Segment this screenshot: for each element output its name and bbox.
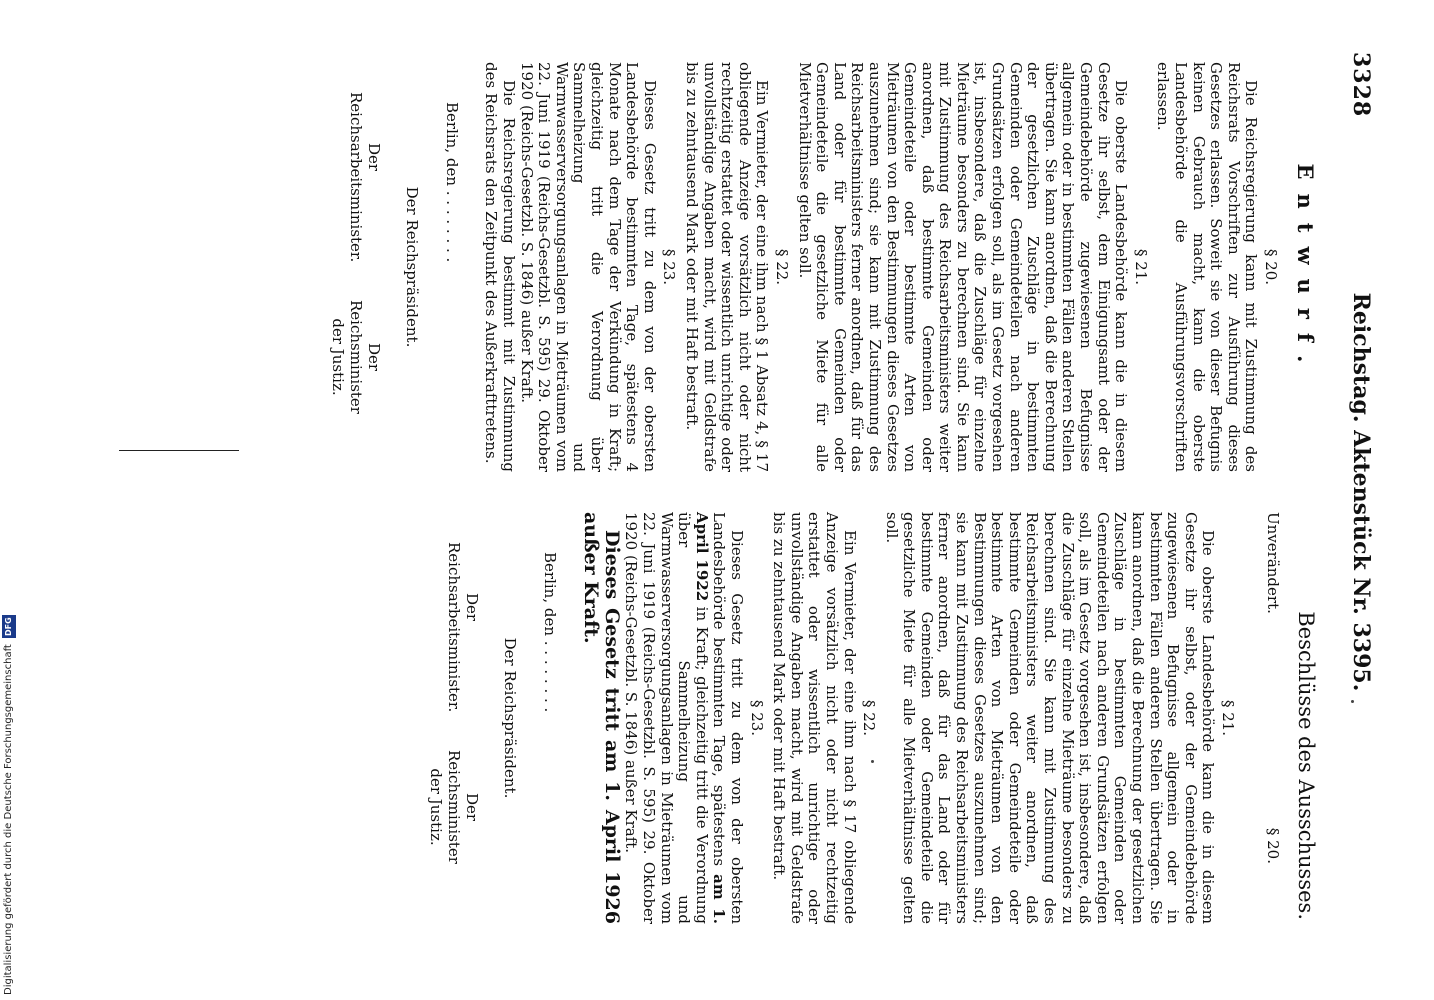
section-title: § 22.	[860, 699, 879, 737]
section-text: Die oberste Landesbehörde kann die in diesem Gesetze ihr selbst, oder der Gemeindebehörde zugewiesenen Befugnisse allgemein oder in bestimmten Fällen anderen Stellen übertragen. Sie kann anordnen, daß die Berechnung der gesetzlichen Zuschläge in bestimmten Gemeinden oder Gemeindeteilen nach anderen Grundsätzen erfolgen soll, als im Gesetz vorgesehen ist, insbesondere, daß die Zuschläge für einzelne Mieträume besonders zu berechnen sind. Sie kann mit Zustimmung des Reichsarbeitsministers weiter anordnen, daß bestimmte Gemeinden oder Gemeindeteile oder bestimmte Arten von Mieträumen von den Bestimmungen dieses Gesetzes auszunehmen sind; sie kann mit Zustimmung des Reichsarbeitsministers ferner anordnen, daß für das Land oder für bestimmte Gemeinden oder Gemeindeteile die gesetzliche Miete für alle Mietverhältnisse gelten soll.	[882, 512, 1218, 924]
section-text-continued: Die Reichsregierung bestimmt mit Zustimmung des Reichsrats den Zeitpunkt des Außerkrafttretens.	[482, 62, 519, 472]
unchanged-note: Unverändert.	[1264, 512, 1282, 614]
section-20-row	[1264, 512, 1284, 924]
dfg-logo: DFG	[2, 615, 16, 638]
document-title: Reichstag. Aktenstück Nr. 3395.	[1348, 292, 1374, 692]
section-title: § 20.	[1262, 248, 1280, 286]
place-date-line: Berlin, den . . . . . . . .	[540, 552, 559, 713]
column-heading-draft: Entwurf.	[1293, 163, 1318, 377]
section-title: § 20.	[1264, 827, 1282, 864]
signature-ministers	[323, 62, 383, 472]
scan-speck	[871, 760, 874, 763]
column-heading-committee: Beschlüsse des Ausschusses.	[1294, 611, 1318, 920]
signature-president: Der Reichspräsident.	[403, 186, 422, 348]
section-text: Dieses Gesetz tritt zu dem von der obersten Landesbehörde bestimmten Tage, spätestens 4 Monate nach dem Tage der Verkündung in Kraft; gleichzeitig tritt die Verordnung über Sammelheizung und Warmwasserversorgungsanlagen in Mieträumen vom 22. Juni 1919 (Reichs-Gesetzbl. S. 595) 29. Oktober 1920 (Reichs-Gesetzbl. S. 1846) außer Kraft.	[517, 62, 659, 472]
footer-credit-text: Digitalisierung gefördert durch die Deutsche Forschungsgemeinschaft	[3, 644, 14, 995]
page-header	[1344, 52, 1374, 932]
section-title: § 23.	[747, 699, 766, 737]
signature-labor-minister: Der Reichsarbeitsminister.	[346, 92, 383, 263]
committee-column	[421, 512, 1284, 924]
scan-speck	[1351, 700, 1354, 703]
page-number: 3328	[1348, 52, 1374, 118]
section-text-part: Dieses Gesetz tritt zu dem von der obersten Landesbehörde bestimmten Tage, spätestens	[710, 512, 746, 924]
signature-ministers	[421, 512, 481, 924]
signature-justice-minister: Der Reichsminister der Justiz.	[426, 750, 481, 864]
section-title: § 21.	[1131, 248, 1150, 286]
signature-president: Der Reichspräsident.	[501, 637, 520, 799]
section-text-part: in Kraft; gleichzeitig tritt die Verordnung über Sammelheizung und Warmwasserversorgungsanlagen in Mieträumen vom 22. Juni 1919 (Reichs-Gesetzbl. S. 595) 29. Oktober 1920 (Reichs-Gesetzbl. S. 1846) außer Kraft.	[622, 512, 711, 924]
footer-credit	[2, 600, 16, 995]
expiry-clause: Dieses Gesetz tritt am 1. April 1926 außer Kraft.	[579, 512, 623, 924]
section-text	[622, 512, 745, 924]
section-text: Ein Vermieter, der eine ihm nach § 1 Absatz 4, § 17 obliegende Anzeige vorsätzlich nicht oder nicht rechtzeitig erstattet oder wissentlich unrichtige oder unvollständige Angaben macht, wird mit Geldstrafe bis zu zehntausend Mark oder mit Haft bestraft.	[683, 62, 772, 472]
section-text: Die oberste Landesbehörde kann die in diesem Gesetze ihr selbst, dem Einigungsamt oder der Gemeindebehörde zugewiesenen Befugnisse allgemein oder in bestimmten Fällen anderen Stellen übertragen. Sie kann anordnen, daß die Berechnung der gesetzlichen Zuschläge in bestimmten Gemeinden oder Gemeindeteilen nach anderen Grundsätzen erfolgen soll, als im Gesetz vorgesehen ist, insbesondere, daß die Zuschläge für einzelne Mieträume besonders zu berechnen sind. Sie kann mit Zustimmung des Reichsarbeitsministers weiter anordnen, daß bestimmte Gemeinden oder Gemeindeteile oder bestimmte Arten von Mieträumen von den Bestimmungen dieses Gesetzes auszunehmen sind; sie kann mit Zustimmung des Reichsarbeitsministers ferner anordnen, daß für das Land oder für bestimmte Gemeinden oder Gemeindeteile die gesetzliche Miete für alle Mietverhältnisse gelten soll.	[795, 62, 1131, 472]
place-date-line: Berlin, den . . . . . . . .	[442, 102, 461, 263]
section-text: Ein Vermieter, der eine ihm nach § 17 obliegende Anzeige vorsätzlich nicht oder nicht rechtzeitig erstattet oder wissentlich unrichtige oder unvollständige Angaben macht, wird mit Geldstrafe bis zu zehntausend Mark oder mit Haft bestraft.	[770, 512, 859, 924]
section-title: § 22.	[772, 248, 791, 286]
section-title: § 23.	[660, 248, 679, 286]
signature-labor-minister: Der Reichsarbeitsminister.	[444, 542, 481, 713]
amended-date: am 1. April 1922	[692, 512, 729, 924]
draft-column	[323, 62, 1284, 472]
signature-justice-minister: Der Reichsminister der Justiz.	[328, 300, 383, 414]
footer-credit-strip	[2, 600, 16, 995]
section-text: Die Reichsregierung kann mit Zustimmung des Reichsrats Vorschriften zur Ausführung dieses Gesetzes erlassen. Soweit sie von dieser Befugnis keinen Gebrauch macht, kann die oberste Landesbehörde die Ausführungsvorschriften erlassen.	[1154, 62, 1261, 472]
section-title: § 21.	[1219, 699, 1237, 737]
divider-line	[119, 450, 239, 451]
